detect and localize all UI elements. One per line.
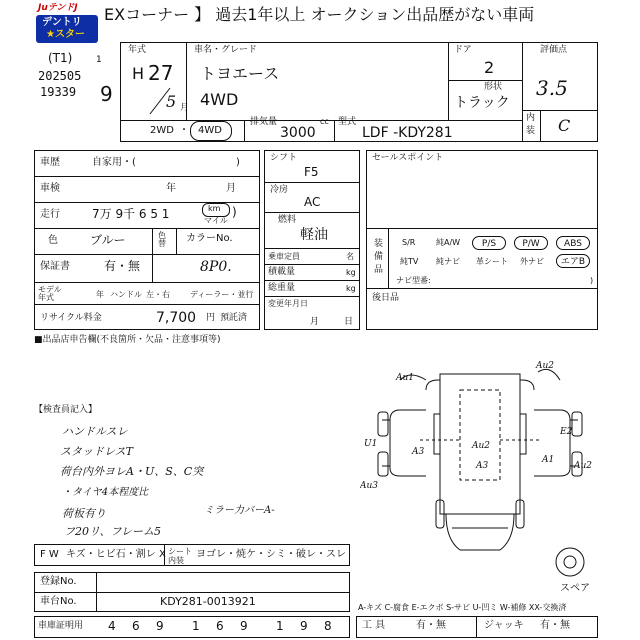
equip-tv: 純TV	[400, 257, 419, 266]
recycle-value: 7,700	[156, 310, 197, 326]
mark-0: Au1	[396, 373, 415, 383]
fw-seat-text: ヨゴレ・焼ケ・シミ・破レ・スレ	[196, 549, 346, 560]
inspection-label: 車検	[40, 183, 60, 194]
mileage-label: 走行	[40, 209, 60, 220]
equip-pw: P/W	[514, 236, 548, 250]
door-label: ドア	[454, 45, 472, 55]
capacity-label: 乗車定員	[268, 252, 300, 261]
shape-value: トラック	[454, 95, 510, 111]
mark-9: Au3	[360, 481, 379, 491]
year-label: 年式	[128, 45, 147, 55]
equip-abs: ABS	[556, 236, 590, 250]
recycle-label: リサイクル料金	[40, 313, 102, 323]
cert-digit: 1	[276, 619, 284, 633]
model-year-item-2: 左・右	[146, 290, 170, 299]
year-value: 27	[148, 61, 174, 85]
displacement-value: 3000	[280, 125, 316, 141]
inspector-line-2: 荷台内外ヨレA・U、S、C突	[60, 465, 204, 478]
cert-digit: 6	[216, 619, 224, 633]
chassis-label: 車台No.	[40, 596, 77, 607]
model-year-item-0: 年	[96, 290, 104, 299]
cert-digit: 8	[324, 619, 332, 633]
cert-digit: 6	[132, 619, 140, 633]
ac-value: AC	[304, 195, 321, 209]
lot-code: (T1)	[48, 51, 73, 65]
mark-7: Au2	[574, 461, 593, 471]
color-label: 色	[48, 235, 58, 246]
declaration-label: ■出品店申告欄(不良箇所・欠品・注意事項等)	[34, 335, 221, 345]
spare-label: スペア	[560, 583, 590, 594]
grade-value: 4WD	[200, 90, 239, 109]
color-no-label: カラーNo.	[186, 233, 233, 244]
interior-label-1: 内	[526, 113, 536, 123]
page-title: EXコーナー 】 過去1年以上 オークション出品歴がない車両	[104, 5, 535, 24]
equip-aw: 純A/W	[436, 238, 461, 247]
fuel-label: 燃料	[278, 215, 297, 225]
shift-value: F5	[304, 165, 319, 179]
ac-label: 冷房	[270, 185, 289, 195]
equip-ext-navi: 外ナビ	[520, 257, 544, 266]
model-year-item-3: ディーラー・並行	[190, 290, 254, 299]
month-value: 5	[166, 92, 177, 111]
change-day: 日	[344, 317, 354, 327]
model-year-item-1: ハンドル	[110, 290, 142, 299]
equip-ps: P/S	[472, 236, 506, 250]
inspector-line-4: 荷板有り	[62, 507, 106, 520]
drive-dot: ・	[179, 125, 189, 136]
mark-8: E2	[560, 427, 573, 437]
equipment-label: 装備品	[374, 239, 384, 275]
change-date-label: 変更年月日	[268, 299, 308, 308]
mark-4: A1	[542, 455, 555, 465]
interior-value: C	[558, 116, 571, 135]
cert-label: 車庫証明用	[38, 621, 84, 631]
mileage-paren: )	[232, 205, 237, 219]
corner-mark: 1	[96, 55, 102, 65]
warranty-label: 保証書	[40, 261, 70, 272]
mark-3: Au2	[472, 441, 491, 451]
inspector-line-3: ・タイヤ4本程度比	[62, 487, 149, 498]
cert-digit: 9	[240, 619, 248, 633]
total-weight-unit: kg	[346, 284, 356, 293]
jack-label: ジャッキ	[484, 620, 524, 631]
inspector-line-0: ハンドルスレ	[62, 425, 128, 438]
damage-diagram	[360, 350, 600, 590]
car-history-value: 自家用・(	[92, 157, 136, 168]
mark-5: U1	[364, 439, 378, 449]
load-label: 積載量	[268, 267, 296, 277]
equip-navi: 純ナビ	[436, 257, 460, 266]
jack-value: 有・無	[540, 620, 570, 631]
equip-airbag: エアB	[556, 254, 590, 268]
equip-sr: S/R	[402, 238, 416, 247]
logo-line3: ★スター	[46, 29, 85, 40]
car-history-close: )	[236, 157, 240, 168]
equip-leather: 革シート	[476, 257, 508, 266]
model-value: LDF -KDY281	[362, 125, 453, 141]
door-value: 2	[484, 58, 495, 77]
navi-value: )	[590, 276, 594, 285]
model-year-label: モデル年式	[38, 285, 62, 302]
car-history-label: 車歴	[40, 157, 60, 168]
drive-2wd: 2WD	[150, 125, 174, 136]
year-era: H	[132, 64, 145, 83]
displacement-unit: cc	[320, 117, 329, 126]
inspector-label: 【検査員記入】	[34, 405, 98, 415]
logo-line1: JuテンドJ	[38, 3, 78, 13]
mark-1: Au2	[536, 361, 555, 371]
cert-digits	[96, 616, 350, 638]
sales-point-label: セールスポイント	[372, 153, 444, 163]
cert-digit: 9	[300, 619, 308, 633]
color-no-value: 8P0.	[200, 259, 232, 275]
shift-label: シフト	[270, 153, 298, 163]
month-unit: 月	[180, 103, 190, 113]
score-value: 3.5	[536, 76, 568, 100]
total-weight-label: 総重量	[268, 283, 296, 293]
notes-label: 後日品	[372, 293, 400, 303]
displacement-label: 排気量	[250, 117, 278, 127]
recycle-note: 預託済	[220, 313, 248, 323]
mark-2: A3	[412, 447, 425, 457]
inspector-frame-note: ミラー力バーA-	[204, 505, 275, 516]
mileage-value: 7万 9千 6 5 1	[92, 207, 170, 221]
model-label: 型式	[338, 117, 357, 127]
mileage-unit2: マイル	[204, 216, 228, 225]
name-label: 車名・グレード	[194, 45, 258, 55]
lot-grade: 9	[100, 82, 113, 106]
fw-text: キズ・ヒビ石・割レ X	[66, 549, 166, 560]
shape-label: 形状	[484, 82, 503, 92]
cert-digit: 9	[156, 619, 164, 633]
month-slash	[140, 84, 180, 120]
color-change-label: 色替	[158, 231, 166, 248]
score-label: 評価点	[540, 45, 568, 55]
inspector-line-5: フ20リ、フレーム5	[64, 525, 162, 538]
recycle-unit: 円	[206, 313, 216, 323]
lot-date: 202505	[38, 69, 82, 83]
tools-value: 有・無	[416, 620, 446, 631]
inspector-line-1: スタッドレスT	[60, 445, 134, 458]
name-value: トヨエース	[200, 64, 280, 83]
inspection-month: 月	[226, 183, 236, 194]
change-month: 月	[310, 317, 320, 327]
lot-number: 19339	[40, 85, 77, 99]
chassis-value: KDY281-0013921	[160, 595, 256, 608]
mileage-unit: km	[208, 204, 221, 213]
header-banner	[0, 0, 640, 40]
logo	[36, 4, 100, 44]
tools-label: 工 具	[362, 620, 386, 631]
warranty-value: 有・無	[104, 259, 141, 273]
load-unit: kg	[346, 268, 356, 277]
fw-seat-label: シート内装	[168, 547, 192, 565]
logo-line2: デントリ	[42, 17, 82, 28]
interior-label-2: 装	[526, 126, 536, 136]
color-value: ブルー	[90, 233, 126, 247]
reg-label: 登録No.	[40, 576, 77, 587]
navi-label: ナビ型番:	[396, 276, 431, 285]
damage-legend: A-キズ C-腐食 E-エクボ S-サビ U-凹ミ W-補修 XX-交換済	[358, 603, 567, 612]
cert-digit: 4	[108, 619, 116, 633]
fuel-value: 軽油	[300, 227, 328, 243]
fw-label: F W	[40, 549, 59, 560]
mark-6: A3	[476, 461, 489, 471]
capacity-unit: 名	[346, 252, 354, 261]
drive-4wd: 4WD	[198, 125, 222, 136]
cert-digit: 1	[192, 619, 200, 633]
inspection-year: 年	[166, 183, 176, 194]
